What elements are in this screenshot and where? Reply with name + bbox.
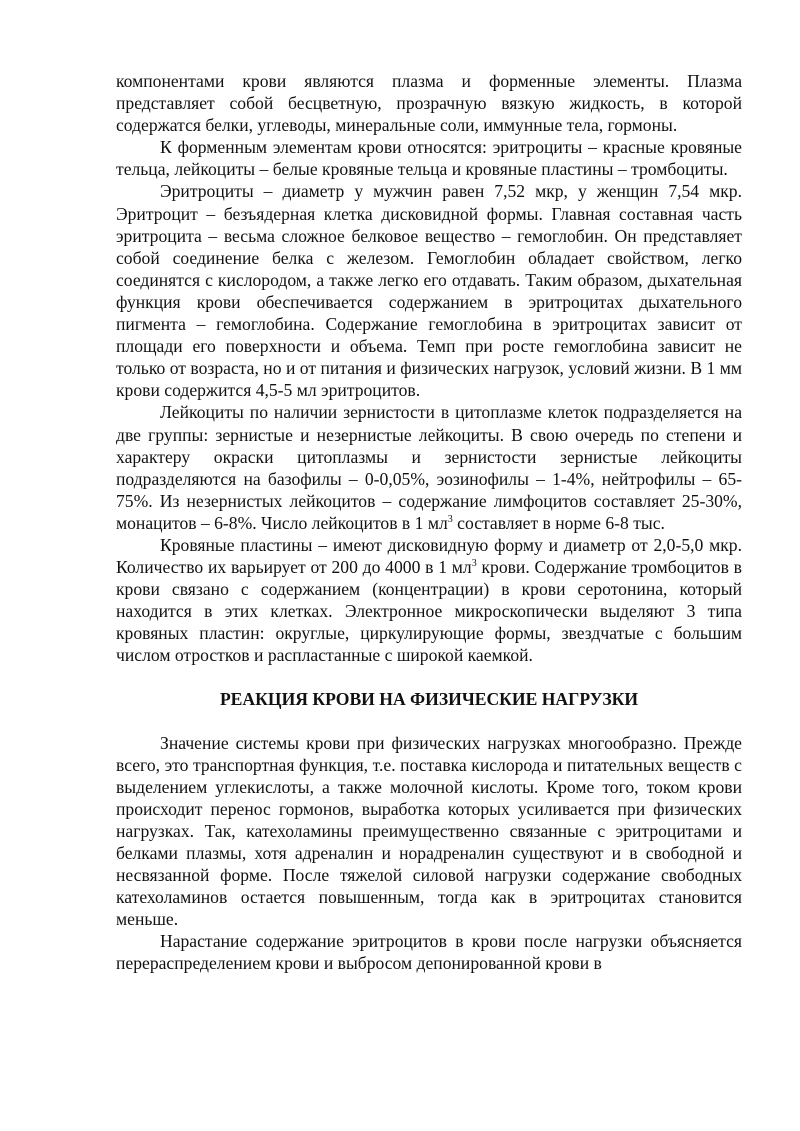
platelets-text-start: Кровяные пластины – имеют дисковидную форму и диаметр от 2,0-5,0 мкр. Количество их варьирует от 200 до 4000 в 1 мл	[116, 534, 742, 578]
superscript-cubed: 3	[447, 514, 453, 526]
superscript-cubed: 3	[471, 558, 477, 570]
section-heading: РЕАКЦИЯ КРОВИ НА ФИЗИЧЕСКИЕ НАГРУЗКИ	[219, 688, 639, 709]
paragraph-blood-components: компонентами крови являются плазма и форменные элементы. Плазма представляет собой бесцветную, прозрачную вязкую жидкость, в которой содержатся белки, углеводы, минеральные соли, иммунные тела, гормоны.	[116, 71, 742, 136]
paragraph-erythrocyte-increase: Нарастание содержание эритроцитов в крови после нагрузки объясняется перераспределением крови и выбросом депонированной крови в	[116, 931, 742, 974]
paragraph-leukocytes	[116, 401, 742, 534]
paragraph-blood-system-significance: Значение системы крови при физических нагрузках многообразно. Прежде всего, это транспортная функция, т.е. поставка кислорода и питательных веществ с выделением углекислоты, а также молочной кислоты. Кроме того, током крови происходит перенос гормонов, выработка которых усиливается при физических нагрузках. Так, катехоламины преимущественно связанные с эритроцитами и белками плазмы, хотя адреналин и норадреналин существуют и в свободной и несвязанной форме. После тяжелой силовой нагрузки содержание свободных катехоламинов остается повышенным, тогда как в эритроцитах становится меньше.	[116, 732, 742, 930]
paragraph-erythrocytes: Эритроциты – диаметр у мужчин равен 7,52 мкр, у женщин 7,54 мкр. Эритроцит – безъядерная клетка дисковидной формы. Главная составная часть эритроцита – весьма сложное белковое вещество – гемоглобин. Он представляет собой соединение белка с железом. Гемоглобин обладает свойством, легко соединятся с кислородом, а также легко его отдавать. Таким образом, дыхательная функция крови обеспечивается содержанием в эритроцитах дыхательного пигмента – гемоглобина. Содержание гемоглобина в эритроцитах зависит от площади его поверхности и объема. Темп при росте гемоглобина зависит не только от возраста, но и от питания и физических нагрузок, условий жизни. В 1 мм крови содержится 4,5-5 мл эритроцитов.	[116, 181, 742, 401]
paragraph-formed-elements: К форменным элементам крови относятся: эритроциты – красные кровяные тельца, лейкоциты – белые кровяные тельца и кровяные пластины – тромбоциты.	[116, 137, 742, 180]
leukocytes-text-end: составляет в норме 6-8 тыс.	[452, 512, 665, 533]
leukocytes-text-start: Лейкоциты по наличии зернистости в цитоплазме клеток подразделяется на две группы: зернистые и незернистые лейкоциты. В свою очередь по степени и характеру окраски цитоплазмы и зернистости зернистые лейкоциты подразделяются на базофилы – 0-0,05%, эозинофилы – 1-4%, нейтрофилы – 65-75%. Из незернистых лейкоцитов – содержание лимфоцитов составляет 25-30%, монацитов – 6-8%. Число лейкоцитов в 1 мл	[116, 402, 742, 533]
paragraph-platelets	[116, 534, 742, 667]
document-page	[116, 70, 742, 975]
platelets-text-end: крови. Содержание тромбоцитов в крови связано с содержанием (концентрации) в крови серотонина, который находится в этих клетках. Электронное микроскопически выделяют 3 типа кровяных пластин: округлые, циркулирующие формы, звездчатые с большим числом отростков и распластанные с широкой каемкой.	[116, 557, 742, 666]
